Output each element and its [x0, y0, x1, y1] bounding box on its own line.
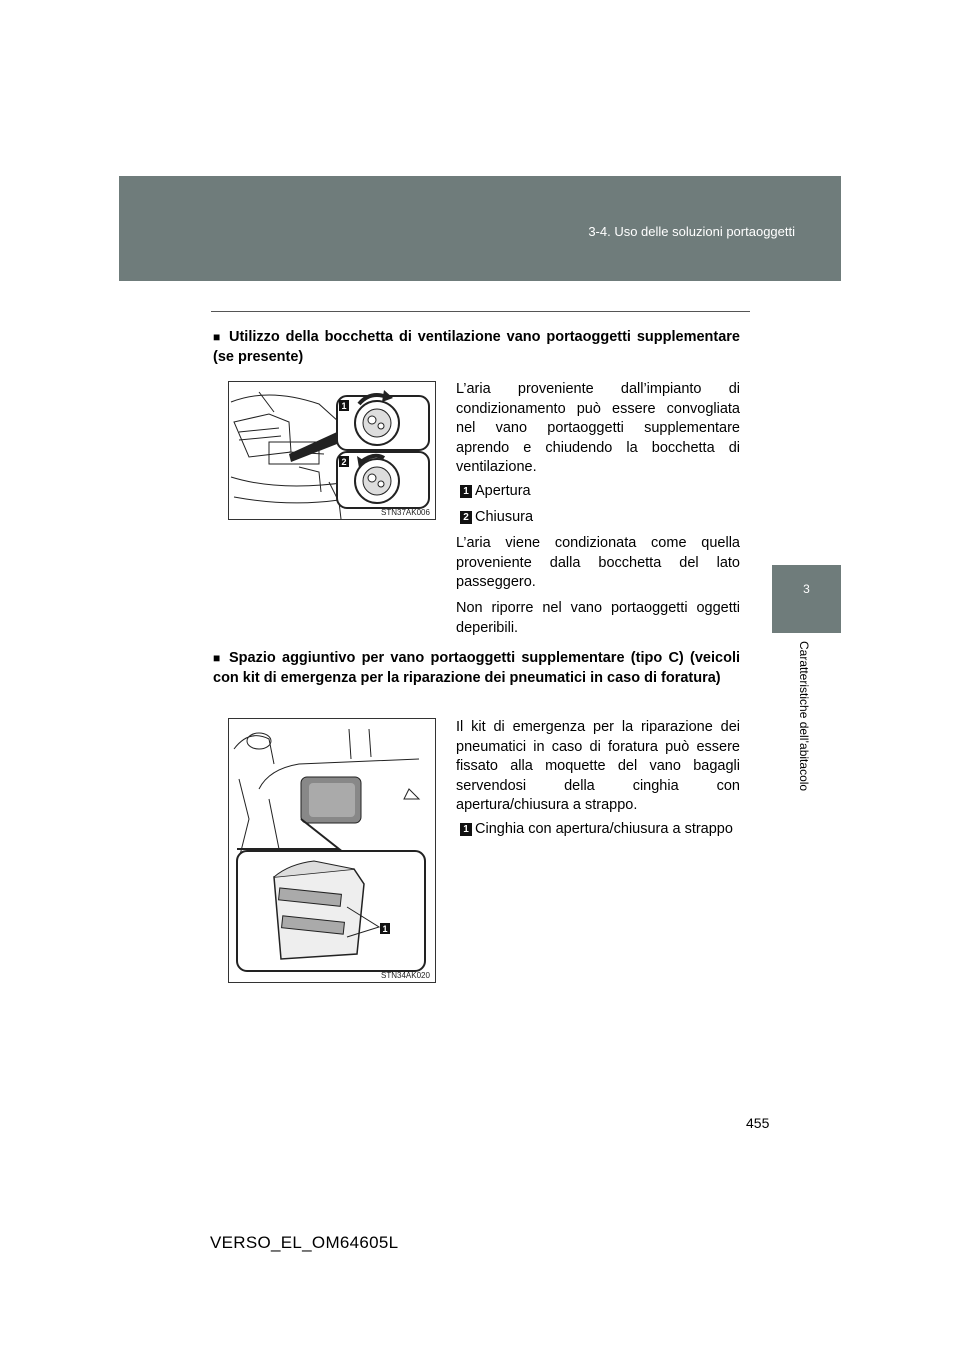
figure-marker-2: 2: [341, 457, 347, 467]
figure-code: STN37AK006: [381, 508, 430, 517]
chapter-tab: 3: [772, 565, 841, 633]
callout-number: 1: [460, 823, 472, 836]
callout-apertura: [460, 482, 740, 502]
callout-text: Cinghia con apertura/chiusura a strappo: [475, 821, 733, 837]
paragraph: Non riporre nel vano portaoggetti oggetti deperibili.: [456, 600, 740, 636]
figure-marker-1: 1: [341, 401, 347, 411]
header-band: [119, 176, 841, 281]
callout-text: Apertura: [475, 483, 531, 499]
paragraph: L’aria viene condizionata come quella proveniente dalla bocchetta del lato passeggero.: [456, 535, 740, 590]
chapter-tab-label-container: [772, 633, 841, 833]
paragraph: L’aria proveniente dall’impianto di condizionamento può essere convogliata nel vano portaoggetti supplementare aprendo e chiudendo la bocchetta di ventilazione.: [456, 381, 740, 475]
paragraph: Il kit di emergenza per la riparazione dei pneumatici in caso di foratura può essere fissato alla moquette del vano bagagli servendosi della cinghia con apertura/chiusura a strappo.: [456, 719, 740, 813]
figure-code: STN34AK020: [381, 971, 430, 980]
callout-number: 2: [460, 511, 472, 524]
callout-cinghia: [460, 820, 740, 840]
callout-number: 1: [460, 485, 472, 498]
vent-illustration: [229, 382, 435, 519]
section-heading-ventilation: [213, 327, 740, 367]
chapter-tab-label: Caratteristiche dell’abitacolo: [797, 641, 811, 792]
divider: [211, 311, 750, 312]
page-number: 455: [746, 1115, 770, 1131]
section-title: 3-4. Uso delle soluzioni portaoggetti: [588, 224, 795, 239]
figure-vent-knob: [228, 381, 436, 520]
callout-chiusura: [460, 508, 740, 528]
bullet-icon: ■: [213, 651, 221, 665]
section-heading-extra-space: [213, 648, 740, 688]
figure-repair-kit: [228, 718, 436, 983]
document-code: VERSO_EL_OM64605L: [210, 1233, 399, 1252]
repair-kit-illustration: [229, 719, 435, 982]
heading-text: Utilizzo della bocchetta di ventilazione vano portaoggetti supplementare (se presente): [213, 329, 740, 365]
bullet-icon: ■: [213, 330, 221, 344]
callout-text: Chiusura: [475, 509, 534, 525]
figure-marker-1: 1: [382, 924, 388, 934]
heading-text: Spazio aggiuntivo per vano portaoggetti supplementare (tipo C) (veicoli con kit di emergenza per la riparazione dei pneumatici in caso di foratura): [213, 650, 740, 686]
